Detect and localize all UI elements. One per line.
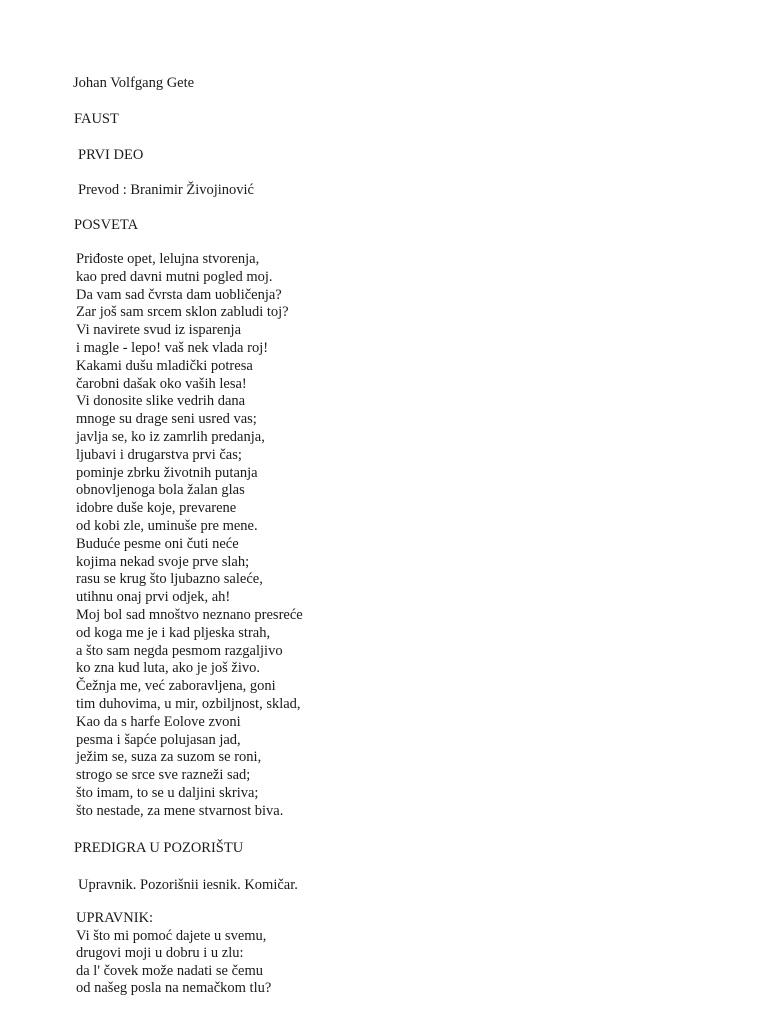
- verse-line: Da vam sad čvrsta dam uobličenja?: [76, 286, 282, 303]
- verse-line: Buduće pesme oni čuti neće: [76, 535, 239, 552]
- verse-line: Vi donosite slike vedrih dana: [76, 393, 246, 410]
- verse-line: obnovljenoga bola žalan glas: [76, 482, 245, 499]
- verse-line: idobre duše koje, prevarene: [76, 500, 237, 517]
- verse-line: Priđoste opet, lelujna stvorenja,: [76, 251, 260, 267]
- verse-line: od kobi zle, uminuše pre mene.: [76, 517, 258, 534]
- verse-line: ježim se, suza za suzom se roni,: [76, 749, 262, 766]
- verse-line: pesma i šapće polujasan jad,: [76, 731, 241, 748]
- speech-line: od našeg posla na nemačkom tlu?: [76, 980, 272, 997]
- verse-line: javlja se, ko iz zamrlih predanja,: [76, 428, 265, 445]
- verse-line: Moj bol sad mnoštvo neznano presreće: [76, 606, 303, 623]
- author-name: Johan Volfgang Gete: [73, 75, 195, 91]
- verse-line: Čežnja me, već zaboravljena, goni: [76, 678, 276, 695]
- dedication-verse: [76, 251, 303, 821]
- verse-line: što nestade, za mene stvarnost biva.: [76, 802, 284, 819]
- verse-line: pominje zbrku životnih putanja: [76, 464, 258, 481]
- dedication-heading: POSVETA: [74, 217, 139, 233]
- verse-line: Zar još sam srcem sklon zabludi toj?: [76, 304, 289, 321]
- prelude-heading: PREDIGRA U POZORIŠTU: [74, 840, 244, 856]
- part-heading: PRVI DEO: [78, 147, 144, 163]
- speech-line: da l' čovek može nadati se čemu: [76, 962, 264, 979]
- work-title: FAUST: [74, 111, 119, 127]
- verse-line: što imam, to se u daljini skriva;: [76, 784, 259, 801]
- verse-line: i magle - lepo! vaš nek vlada roj!: [76, 339, 269, 356]
- speech-block: [76, 910, 271, 998]
- speaker-name: UPRAVNIK:: [76, 910, 154, 926]
- verse-line: od koga me je i kad pljeska strah,: [76, 624, 271, 641]
- speech-line: Vi što mi pomoć dajete u svemu,: [76, 927, 267, 944]
- verse-line: strogo se srce sve razneži sad;: [76, 767, 251, 784]
- verse-line: kojima nekad svoje prve slah;: [76, 553, 250, 570]
- verse-line: tim duhovima, u mir, ozbiljnost, sklad,: [76, 695, 301, 712]
- verse-line: kao pred davni mutni pogled moj.: [76, 268, 273, 285]
- verse-line: utihnu onaj prvi odjek, ah!: [76, 589, 231, 606]
- verse-line: ko zna kud luta, ako je još živo.: [76, 660, 261, 677]
- verse-line: mnoge su drage seni usred vas;: [76, 411, 257, 428]
- verse-line: rasu se krug što ljubazno saleće,: [76, 571, 263, 588]
- verse-line: čarobni dašak oko vaših lesa!: [76, 375, 247, 392]
- verse-line: Vi navirete svud iz isparenja: [76, 322, 242, 339]
- verse-line: a što sam negda pesmom razgaljivo: [76, 642, 283, 659]
- verse-line: Kakami dušu mladički potresa: [76, 357, 253, 374]
- characters-line: Upravnik. Pozorišnii iesnik. Komičar.: [78, 877, 298, 893]
- speech-line: drugovi moji u dobru i u zlu:: [76, 945, 244, 962]
- verse-line: Kao da s harfe Eolove zvoni: [76, 713, 241, 730]
- translator-line: Prevod : Branimir Živojinović: [78, 182, 254, 198]
- verse-line: ljubavi i drugarstva prvi čas;: [76, 446, 242, 463]
